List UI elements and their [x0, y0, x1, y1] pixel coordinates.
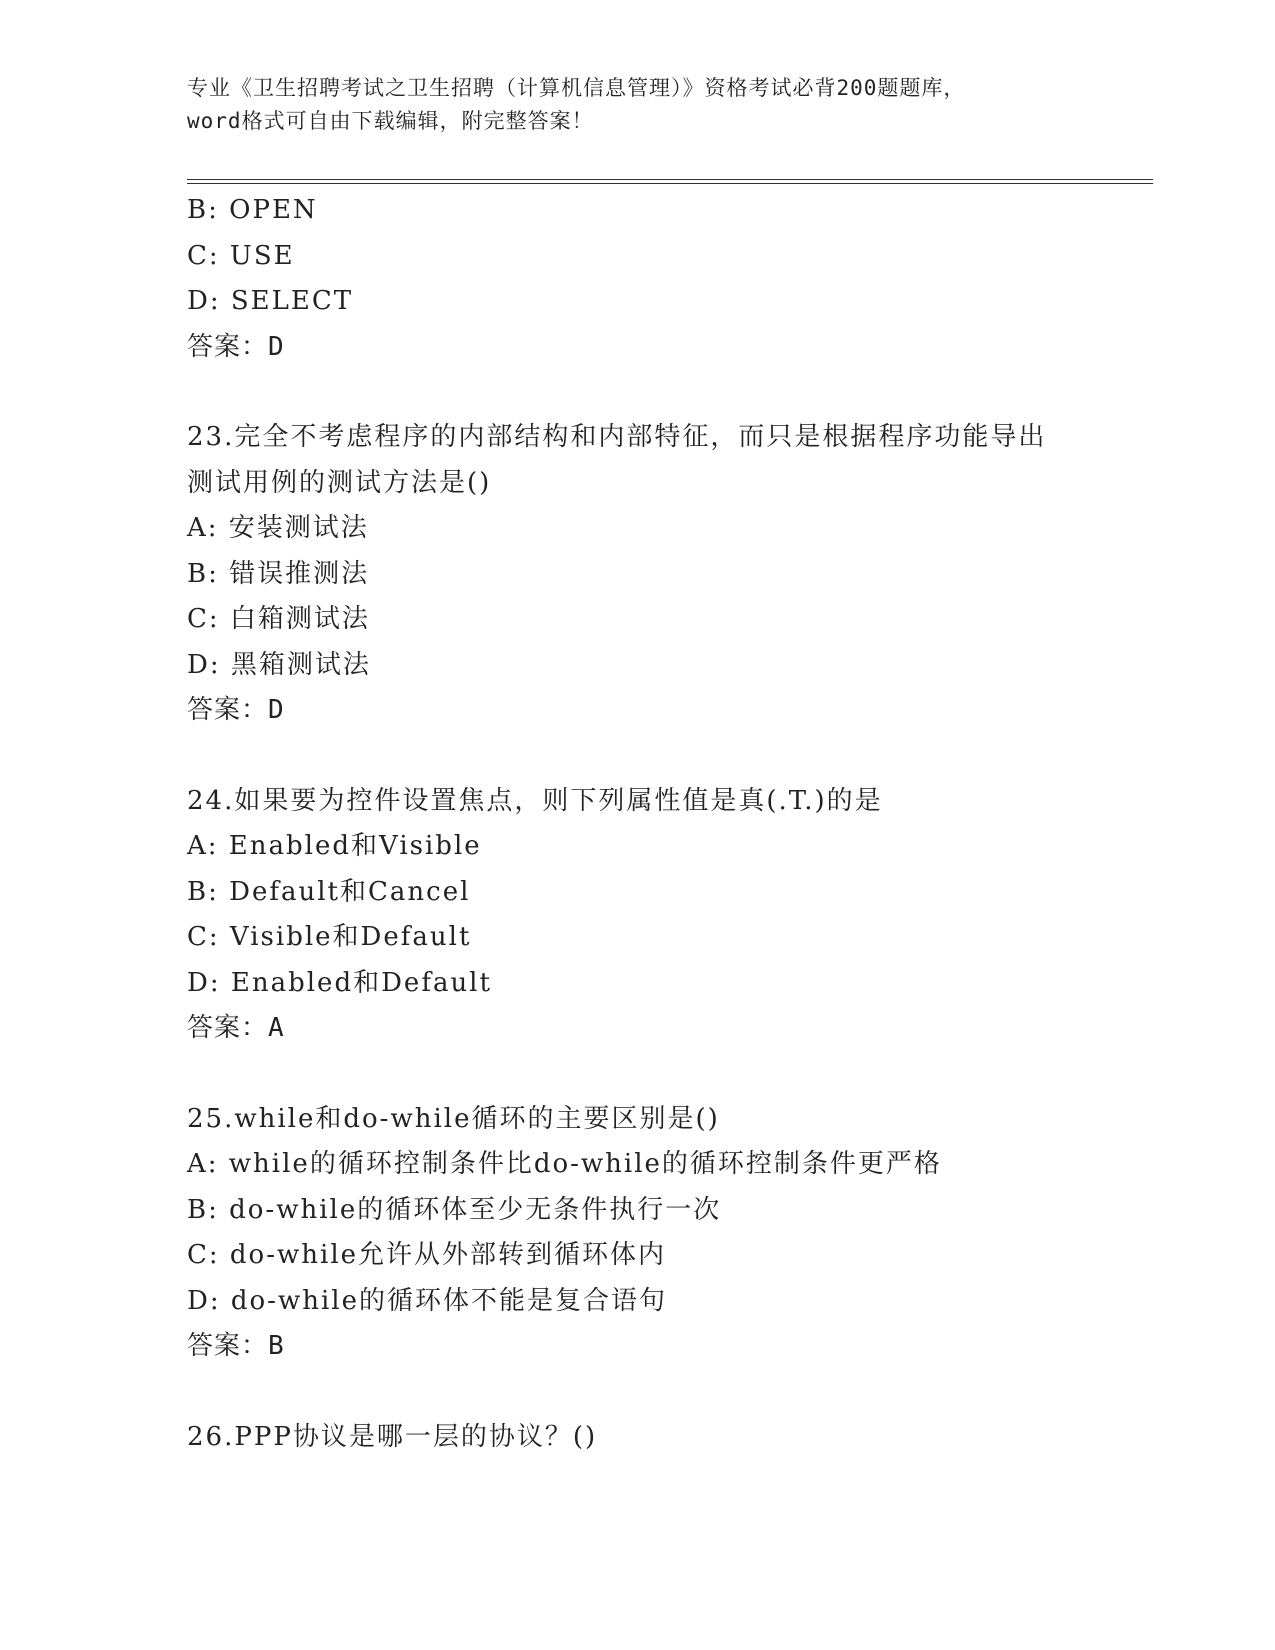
q24-option-d: D: Enabled和Default [187, 967, 492, 998]
q22-option-d: D: SELECT [187, 286, 354, 316]
q24-answer: 答案：A [187, 1013, 285, 1043]
header-rule-bottom [187, 183, 1153, 184]
header-rule-top [187, 179, 1153, 180]
question-25 [187, 1097, 1147, 1370]
q25-option-b: B: do-while的循环体至少无条件执行一次 [187, 1194, 722, 1225]
spacer [187, 370, 1147, 415]
header-title-line-1: 专业《卫生招聘考试之卫生招聘（计算机信息管理）》资格考试必背200题题库， [187, 76, 966, 100]
q25-answer: 答案：B [187, 1331, 285, 1361]
q25-option-c: C: do-while允许从外部转到循环体内 [187, 1240, 667, 1270]
question-23 [187, 415, 1147, 734]
header-double-rule [187, 179, 1153, 184]
q25-option-d: D: do-while的循环体不能是复合语句 [187, 1285, 667, 1316]
spacer [187, 1370, 1147, 1415]
question-22-tail [187, 188, 1147, 370]
q22-answer: 答案：D [187, 331, 285, 362]
header-title-line-2: word格式可自由下载编辑，附完整答案！ [187, 109, 594, 133]
q25-option-a: A: while的循环控制条件比do-while的循环控制条件更严格 [187, 1149, 942, 1179]
q22-option-c: C: USE [187, 240, 295, 271]
q24-option-a: A: Enabled和Visible [187, 831, 482, 861]
q22-option-b: B: OPEN [187, 195, 318, 225]
q24-stem: 24.如果要为控件设置焦点，则下列属性值是真(.T.)的是 [187, 785, 883, 816]
q23-stem-line-2: 测试用例的测试方法是() [187, 467, 492, 498]
q23-answer: 答案：D [187, 695, 285, 725]
q24-option-c: C: Visible和Default [187, 922, 472, 952]
question-list [187, 188, 1147, 1460]
q26-stem: 26.PPP协议是哪一层的协议？() [187, 1421, 598, 1452]
q23-stem-line-1: 23.完全不考虑程序的内部结构和内部特征，而只是根据程序功能导出 [187, 422, 1047, 452]
spacer [187, 1052, 1147, 1097]
document-header [187, 72, 1067, 138]
spacer [187, 734, 1147, 779]
q24-option-b: B: Default和Cancel [187, 876, 471, 907]
q23-option-c: C: 白箱测试法 [187, 604, 370, 634]
q23-option-a: A: 安装测试法 [187, 513, 369, 543]
q23-option-b: B: 错误推测法 [187, 558, 370, 589]
q25-stem: 25.while和do-while循环的主要区别是() [187, 1103, 720, 1134]
question-24 [187, 779, 1147, 1052]
question-26 [187, 1415, 1147, 1461]
q23-option-d: D: 黑箱测试法 [187, 649, 371, 680]
